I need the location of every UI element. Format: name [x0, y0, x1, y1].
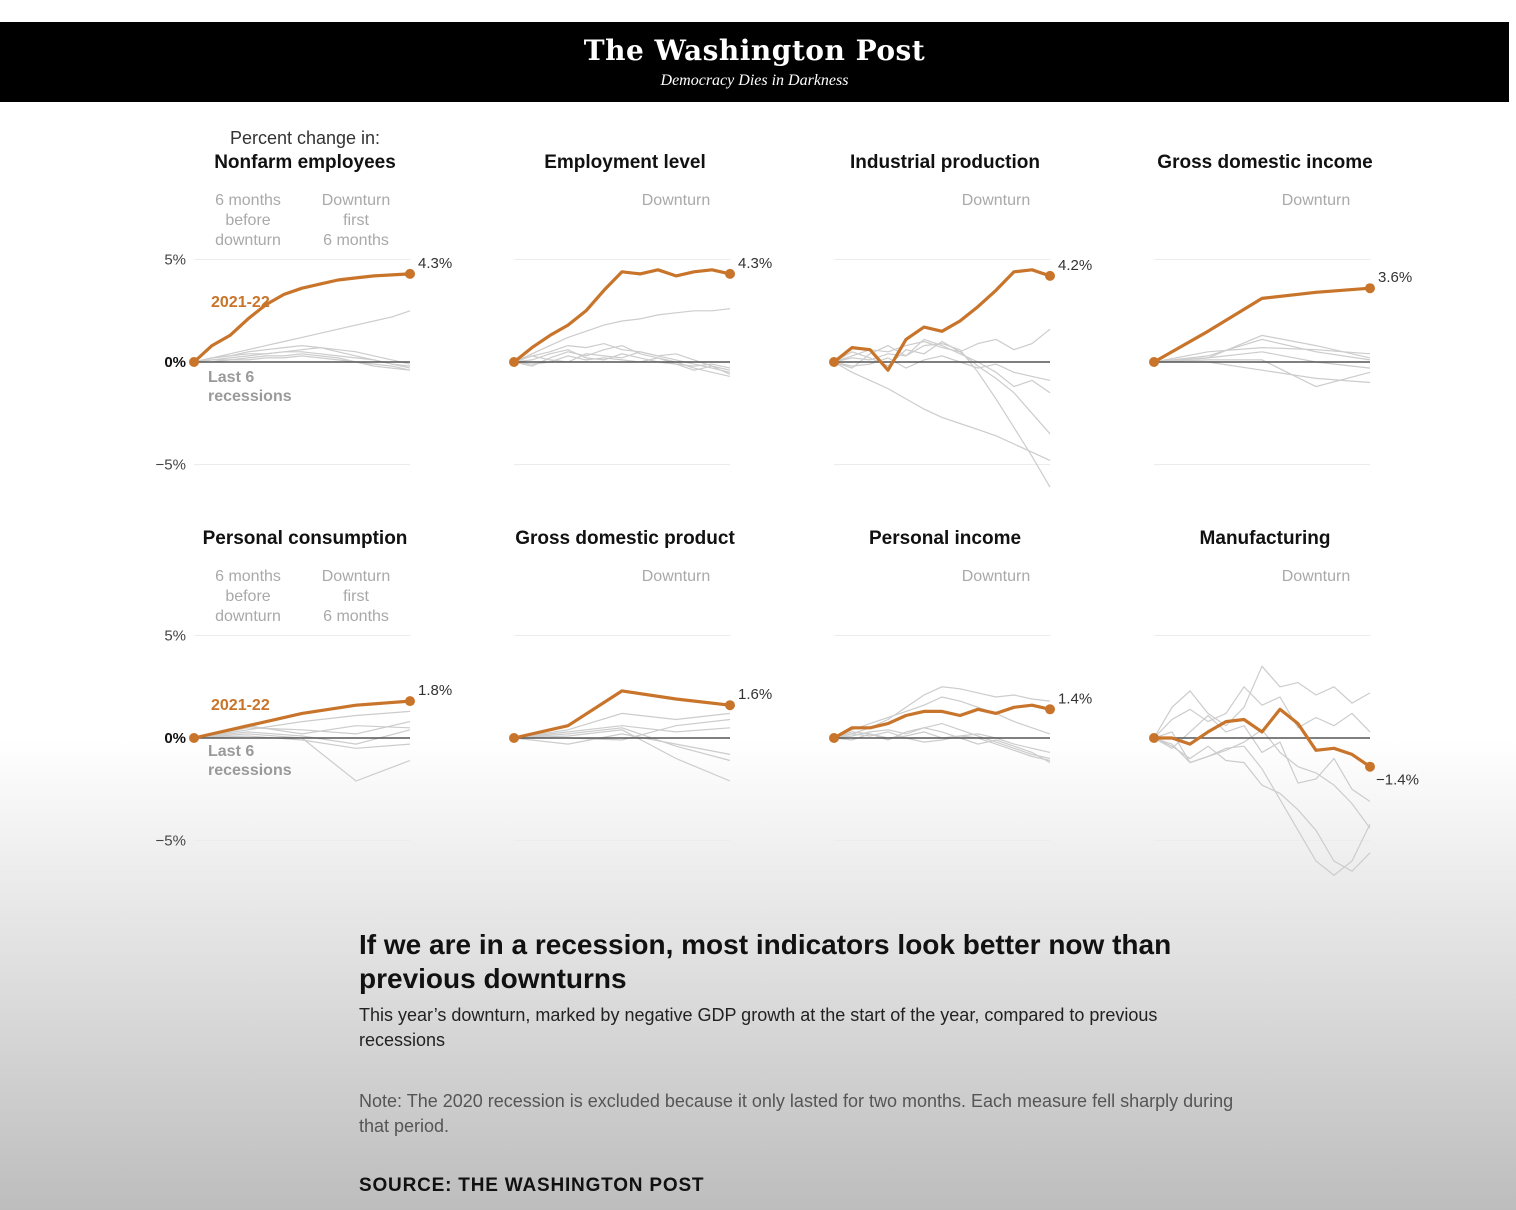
past-recession-line [1154, 738, 1370, 871]
y-tick-label: 5% [164, 251, 186, 269]
downturn-label: 6 months [323, 232, 389, 249]
source-line: SOURCE: THE WASHINGTON POST [359, 1175, 705, 1196]
y-tick-label: −5% [155, 832, 186, 850]
current-downturn-line [514, 270, 730, 362]
end-value-label: 1.6% [738, 686, 773, 704]
end-point [405, 269, 415, 279]
past-recession-line [1154, 666, 1370, 738]
current-year-label: 2021-22 [211, 697, 270, 714]
chart-panel-7 [829, 528, 1092, 841]
last-recessions-label: Last 6 [208, 743, 255, 760]
end-value-label: 3.6% [1378, 269, 1413, 287]
downturn-label: Downturn [321, 568, 391, 585]
downturn-label: first [343, 588, 369, 605]
start-point [1149, 733, 1159, 743]
last-recessions-label: Last 6 [208, 369, 255, 386]
end-value-label: −1.4% [1376, 771, 1419, 789]
panel-title: Employment level [544, 152, 706, 173]
end-point [725, 269, 735, 279]
masthead-tagline: Democracy Dies in Darkness [660, 72, 849, 89]
chart-panel-8 [1149, 528, 1419, 875]
y-tick-label: 0% [164, 354, 186, 371]
end-value-label: 4.3% [418, 254, 453, 272]
chart-panel-5 [156, 528, 453, 850]
past-recession-line [834, 344, 1050, 488]
end-point [725, 700, 735, 710]
chart-panel-6 [509, 528, 772, 841]
current-downturn-line [514, 691, 730, 738]
past-recession-line [1154, 362, 1370, 383]
start-point [829, 733, 839, 743]
downturn-label: Downturn [961, 568, 1031, 585]
current-downturn-line [834, 270, 1050, 370]
headline: If we are in a recession, most indicators look better now than previous downturns [359, 929, 1172, 994]
past-recession-line [1154, 738, 1370, 875]
end-value-label: 1.8% [418, 682, 453, 700]
end-value-label: 4.2% [1058, 256, 1093, 274]
y-tick-label: −5% [155, 456, 186, 474]
downturn-label: Downturn [1281, 568, 1351, 585]
washington-post-logo[interactable]: The Washington Post [583, 34, 926, 67]
chart-panel-3 [829, 152, 1092, 487]
downturn-label: Downturn [321, 192, 391, 209]
panel-title: Industrial production [850, 152, 1040, 173]
past-recession-line [834, 732, 1050, 761]
chart-panel-2 [509, 152, 772, 465]
end-point [1045, 704, 1055, 714]
last-recessions-label: recessions [208, 762, 292, 779]
panel-title: Nonfarm employees [214, 152, 396, 173]
before-downturn-label: before [225, 588, 271, 605]
chart-panel-4 [1149, 152, 1412, 465]
downturn-label: Downturn [961, 192, 1031, 209]
subheadline: This year’s downturn, marked by negative GDP growth at the start of the year, compared to previous recessions [359, 1005, 1158, 1050]
panel-title: Personal income [868, 528, 1022, 549]
before-downturn-label: 6 months [215, 568, 281, 585]
panel-title: Personal consumption [202, 528, 408, 549]
chart-panel-1 [156, 152, 453, 474]
before-downturn-label: 6 months [215, 192, 281, 209]
past-recession-line [834, 362, 1050, 460]
downturn-label: Downturn [641, 192, 711, 209]
last-recessions-label: recessions [208, 388, 292, 405]
start-point [189, 357, 199, 367]
before-downturn-label: downturn [215, 608, 281, 625]
downturn-label: first [343, 212, 369, 229]
start-point [189, 733, 199, 743]
end-point [1365, 762, 1375, 772]
current-downturn-line [194, 274, 410, 362]
before-downturn-label: downturn [215, 232, 281, 249]
downturn-label: 6 months [323, 608, 389, 625]
before-downturn-label: before [225, 212, 271, 229]
panel-title: Gross domestic product [515, 528, 735, 549]
end-point [1045, 271, 1055, 281]
start-point [509, 357, 519, 367]
percent-change-heading: Percent change in: [229, 128, 381, 148]
chart-caption [359, 928, 1239, 1197]
y-tick-label: 5% [164, 627, 186, 645]
start-point [509, 733, 519, 743]
end-point [1365, 283, 1375, 293]
end-value-label: 1.4% [1058, 690, 1093, 708]
panel-title: Gross domestic income [1157, 152, 1373, 173]
start-point [1149, 357, 1159, 367]
downturn-label: Downturn [1281, 192, 1351, 209]
end-point [405, 696, 415, 706]
panel-title: Manufacturing [1199, 528, 1331, 549]
start-point [829, 357, 839, 367]
end-value-label: 4.3% [738, 254, 773, 272]
downturn-label: Downturn [641, 568, 711, 585]
chart-note: Note: The 2020 recession is excluded because it only lasted for two months. Each measure fell sharply during that period. [359, 1091, 1234, 1136]
current-year-label: 2021-22 [211, 294, 270, 311]
y-tick-label: 0% [164, 730, 186, 747]
